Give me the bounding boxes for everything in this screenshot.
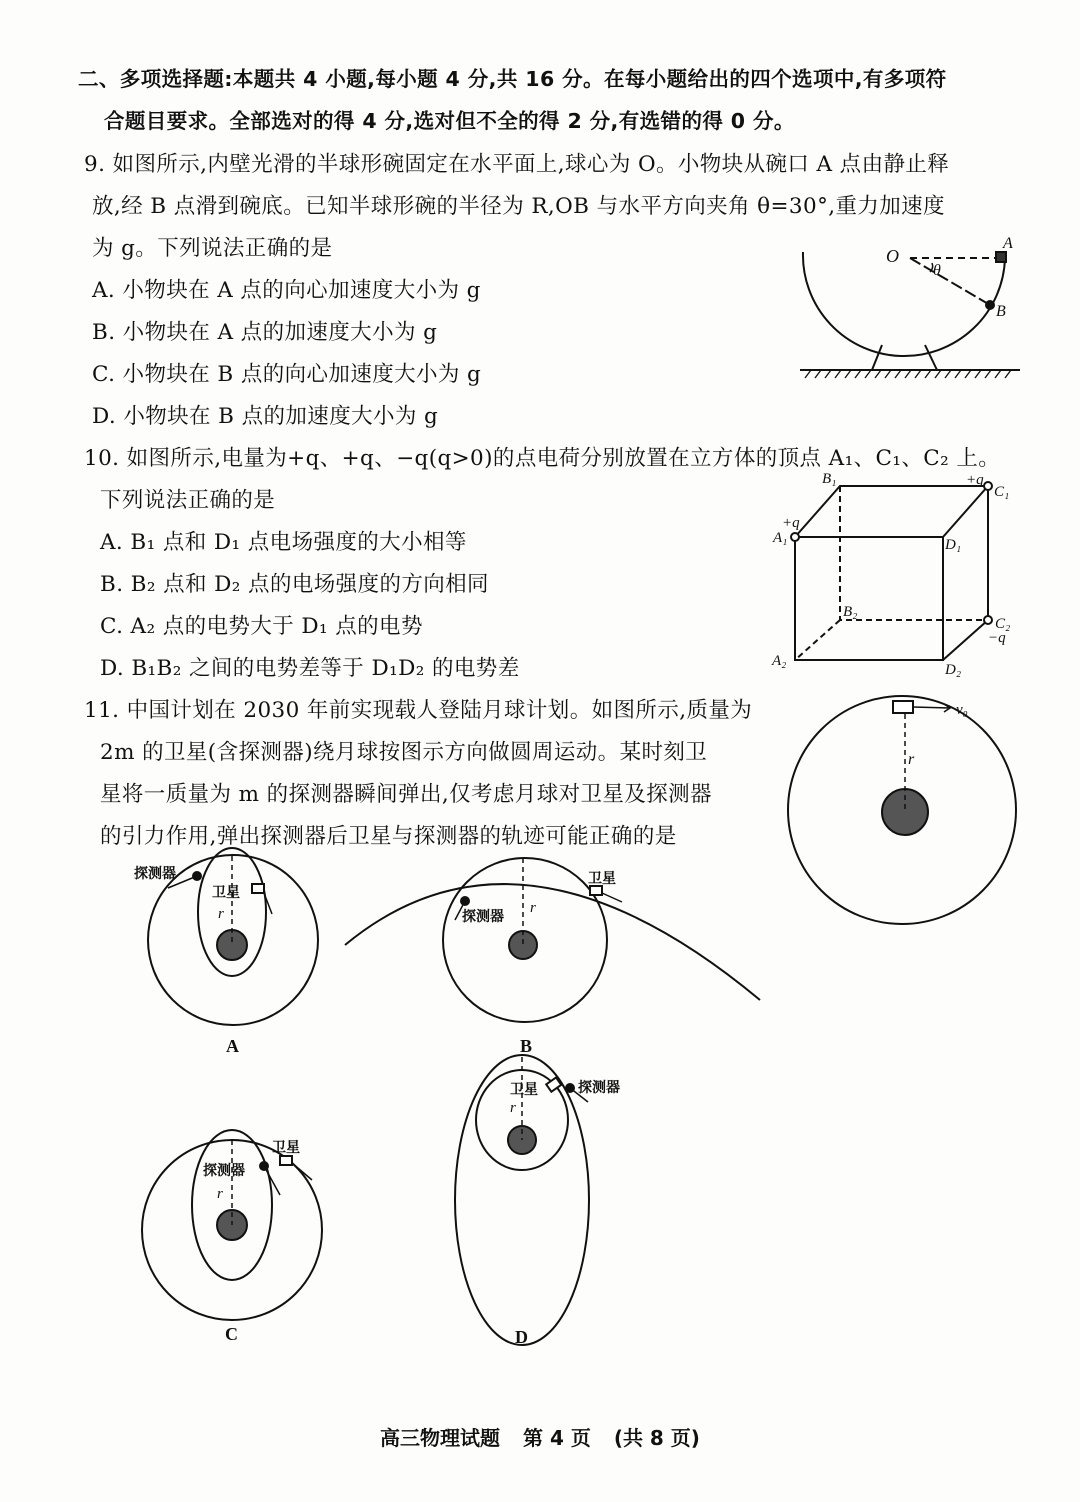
label-b: B: [996, 303, 1006, 320]
choice-label: B: [520, 1036, 533, 1056]
label-a: A: [1003, 235, 1013, 252]
label-r: r: [510, 1100, 516, 1116]
label-a2: A₂: [772, 653, 787, 669]
label-a1: A₁: [773, 530, 788, 546]
choice-label: C: [225, 1324, 238, 1344]
choice-d-figure: [455, 1055, 620, 1347]
choice-label: A: [226, 1036, 239, 1056]
probe-label: 探测器: [462, 909, 504, 925]
q10-option-d: D. B₁B₂ 之间的电势差等于 D₁D₂ 的电势差: [100, 656, 520, 681]
q9-text: 9. 如图所示,内壁光滑的半球形碗固定在水平面上,球心为 O。小物块从碗口 A 点由静止释: [84, 152, 950, 177]
label-r: r: [218, 906, 224, 922]
q10-option-a: A. B₁ 点和 D₁ 点电场强度的大小相等: [100, 530, 467, 555]
section-header-cont: 合题目要求。全部选对的得 4 分,选对但不全的得 2 分,有选错的得 0 分。: [104, 109, 795, 133]
q10-text: 10. 如图所示,电量为+q、+q、−q(q>0)的点电荷分别放置在立方体的顶点 A₁、C₁、C₂ 上。: [84, 446, 1001, 471]
satellite-label: 卫星: [588, 871, 616, 887]
q10-option-b: B. B₂ 点和 D₂ 点的电场强度的方向相同: [100, 572, 489, 597]
label-theta: θ: [933, 262, 941, 279]
label-c2: C₂: [995, 616, 1011, 632]
q11-text: 2m 的卫星(含探测器)绕月球按图示方向做圆周运动。某时刻卫: [100, 740, 708, 765]
probe-label: 探测器: [203, 1163, 245, 1179]
charge-c1: [984, 482, 992, 490]
label-plus-q: +q: [782, 515, 800, 531]
choice-label: D: [515, 1327, 528, 1347]
q10-text: 下列说法正确的是: [100, 488, 276, 513]
footer-total: (共 8 页): [613, 1426, 700, 1450]
block-icon: [996, 252, 1006, 262]
label-c1: C₁: [994, 484, 1010, 500]
choice-b-figure: [345, 858, 760, 1056]
probe-label: 探测器: [134, 866, 176, 882]
q9-text: 为 g。下列说法正确的是: [92, 236, 333, 261]
q11-text: 11. 中国计划在 2030 年前实现载人登陆月球计划。如图所示,质量为: [84, 698, 753, 723]
choice-a-figure: [134, 848, 318, 1056]
q10-option-c: C. A₂ 点的电势大于 D₁ 点的电势: [100, 614, 423, 639]
label-r: r: [530, 900, 536, 916]
section-header: 二、多项选择题:本题共 4 小题,每小题 4 分,共 16 分。在每小题给出的四个选项中,有多项符: [78, 67, 947, 91]
q9-text: 放,经 B 点滑到碗底。已知半球形碗的半径为 R,OB 与水平方向夹角 θ=30°,重力加速度: [92, 194, 945, 219]
label-plus-q: +q: [966, 472, 984, 488]
point-b: [986, 301, 994, 309]
q9-option-b: B. 小物块在 A 点的加速度大小为 g: [92, 320, 438, 345]
page-footer: [0, 1422, 1080, 1451]
label-v0: v₀: [956, 702, 968, 718]
bowl-figure: [800, 235, 1020, 378]
label-d1: D₁: [945, 537, 962, 553]
satellite-label: 卫星: [272, 1140, 300, 1156]
satellite-label: 卫星: [510, 1082, 538, 1098]
probe-label: 探测器: [578, 1080, 620, 1096]
footer-page: 第 4 页: [523, 1426, 591, 1450]
label-o: O: [886, 246, 899, 266]
label-minus-q: −q: [988, 630, 1006, 646]
cube-figure: [771, 471, 1010, 678]
q11-text: 的引力作用,弹出探测器后卫星与探测器的轨迹可能正确的是: [100, 824, 677, 849]
q9-option-a: A. 小物块在 A 点的向心加速度大小为 g: [92, 278, 481, 303]
label-b1: B₁: [822, 471, 837, 487]
label-r: r: [217, 1186, 223, 1202]
satellite-label: 卫星: [212, 885, 240, 901]
q11-text: 星将一质量为 m 的探测器瞬间弹出,仅考虑月球对卫星及探测器: [100, 782, 712, 807]
footer-title: 高三物理试题: [380, 1426, 501, 1450]
choice-c-figure: [142, 1130, 322, 1344]
label-d2: D₂: [945, 662, 962, 678]
orbit-figure: [788, 696, 1016, 924]
q9-option-d: D. 小物块在 B 点的加速度大小为 g: [92, 404, 439, 429]
charge-c2: [984, 616, 992, 624]
label-r: r: [908, 751, 915, 768]
label-b2: B₂: [843, 604, 858, 620]
charge-a1: [791, 533, 799, 541]
q9-option-c: C. 小物块在 B 点的向心加速度大小为 g: [92, 362, 482, 387]
